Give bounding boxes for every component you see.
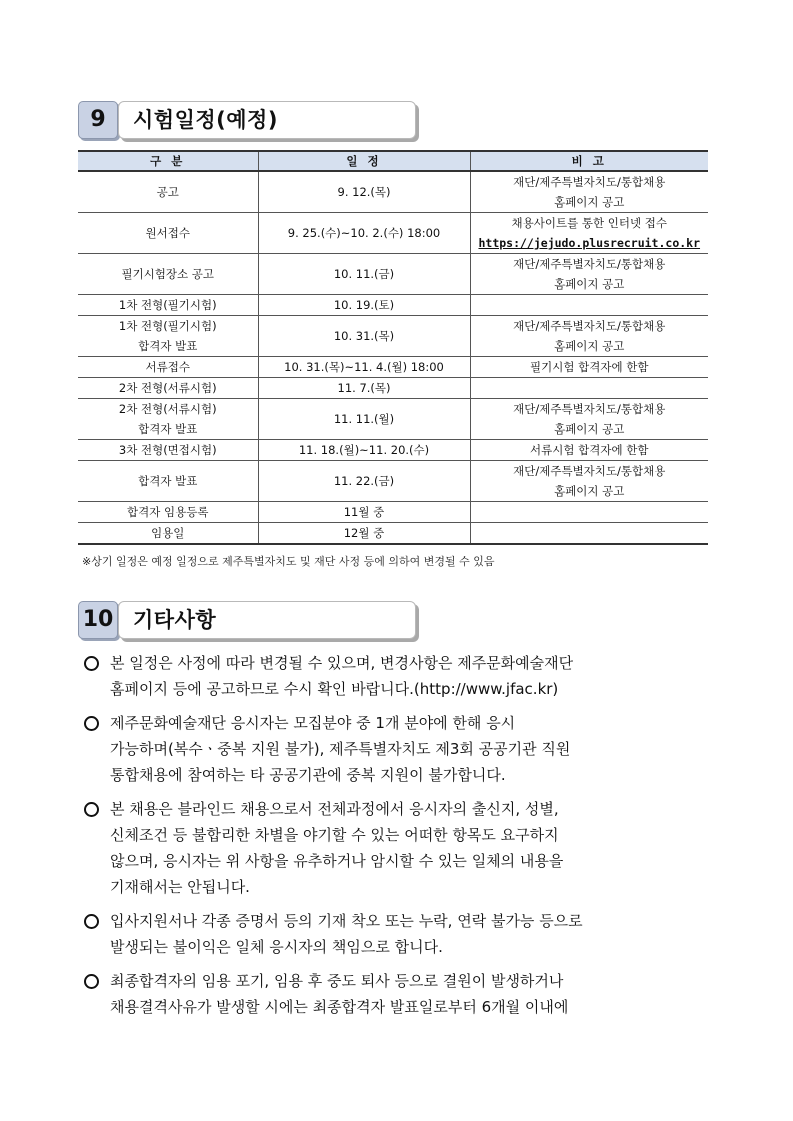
cell-text: 홈페이지 공고 — [554, 422, 625, 436]
cell-category — [78, 357, 258, 378]
table-header-row — [78, 151, 708, 171]
cell-text: 2차 전형(서류시험) — [118, 402, 217, 416]
cell-date: 10. 31.(목) — [258, 316, 470, 357]
table-row — [78, 295, 708, 316]
list-item-text: 통합채용에 참여하는 타 공공기관에 중복 지원이 불가합니다. — [110, 766, 506, 784]
cell-remarks — [470, 357, 708, 378]
list-item-text: 발생되는 불이익은 일체 응시자의 책임으로 합니다. — [110, 938, 443, 956]
header-remarks: 비 고 — [470, 151, 708, 171]
cell-date: 11. 11.(월) — [258, 399, 470, 440]
cell-category — [78, 316, 258, 357]
circle-bullet-icon — [84, 802, 99, 817]
recruit-site-link[interactable]: https://jejudo.plusrecruit.co.kr — [478, 236, 701, 250]
table-row — [78, 378, 708, 399]
cell-category — [78, 254, 258, 295]
cell-text: 1차 전형(필기시험) — [118, 319, 217, 333]
list-item — [82, 796, 722, 900]
table-row — [78, 213, 708, 254]
cell-text — [475, 523, 705, 543]
cell-text: 재단/제주특별자치도/통합채용 — [513, 402, 666, 416]
cell-category — [78, 440, 258, 461]
list-item — [82, 650, 722, 702]
cell-date: 11. 22.(금) — [258, 461, 470, 502]
notice-list — [82, 650, 722, 1028]
header-category: 구 분 — [78, 151, 258, 171]
table-row — [78, 254, 708, 295]
cell-category — [78, 461, 258, 502]
cell-remarks — [470, 440, 708, 461]
cell-date: 11. 7.(목) — [258, 378, 470, 399]
list-item-text: 홈페이지 등에 공고하므로 수시 확인 바랍니다.(http://www.jfac.kr) — [110, 680, 559, 698]
cell-text — [475, 295, 705, 315]
cell-text: 임용일 — [151, 526, 185, 540]
cell-text: 재단/제주특별자치도/통합채용 — [513, 319, 666, 333]
cell-remarks — [470, 461, 708, 502]
list-item-text: 본 일정은 사정에 따라 변경될 수 있으며, 변경사항은 제주문화예술재단 — [110, 654, 574, 672]
cell-date: 10. 19.(토) — [258, 295, 470, 316]
cell-date: 11월 중 — [258, 502, 470, 523]
table-row — [78, 523, 708, 545]
section-title-bar — [118, 601, 416, 639]
cell-text: 홈페이지 공고 — [554, 339, 625, 353]
cell-category — [78, 378, 258, 399]
cell-text: 합격자 발표 — [138, 339, 198, 353]
cell-date: 10. 11.(금) — [258, 254, 470, 295]
cell-date: 9. 12.(목) — [258, 171, 470, 213]
cell-text: 홈페이지 공고 — [554, 277, 625, 291]
cell-text: 재단/제주특별자치도/통합채용 — [513, 257, 666, 271]
section-number: 10 — [78, 601, 118, 639]
cell-category — [78, 171, 258, 213]
section-number: 9 — [78, 101, 118, 139]
list-item-text: 않으며, 응시자는 위 사항을 유추하거나 암시할 수 있는 일체의 내용을 — [110, 852, 564, 870]
list-item-text: 입사지원서나 각종 증명서 등의 기재 착오 또는 누락, 연락 불가능 등으로 — [110, 912, 583, 930]
list-item-text: 본 채용은 블라인드 채용으로서 전체과정에서 응시자의 출신지, 성별, — [110, 800, 559, 818]
cell-date: 11. 18.(월)~11. 20.(수) — [258, 440, 470, 461]
table-row — [78, 171, 708, 213]
cell-text: 원서접수 — [145, 226, 190, 240]
circle-bullet-icon — [84, 914, 99, 929]
cell-category — [78, 523, 258, 545]
list-item-text: 최종합격자의 임용 포기, 임용 후 중도 퇴사 등으로 결원이 발생하거나 — [110, 972, 564, 990]
cell-text: 합격자 임용등록 — [127, 505, 209, 519]
cell-text: 합격자 발표 — [138, 422, 198, 436]
circle-bullet-icon — [84, 716, 99, 731]
cell-remarks — [470, 171, 708, 213]
list-item — [82, 710, 722, 788]
cell-text: 합격자 발표 — [138, 474, 198, 488]
list-item-text: 기재해서는 안됩니다. — [110, 878, 250, 896]
table-row — [78, 502, 708, 523]
cell-text: 3차 전형(면접시험) — [118, 443, 217, 457]
cell-remarks — [470, 316, 708, 357]
cell-text: 재단/제주특별자치도/통합채용 — [513, 464, 666, 478]
list-item-text: 신체조건 등 불합리한 차별을 야기할 수 있는 어떠한 항목도 요구하지 — [110, 826, 559, 844]
table-row — [78, 399, 708, 440]
cell-remarks — [470, 254, 708, 295]
cell-remarks — [470, 295, 708, 316]
cell-text: 2차 전형(서류시험) — [118, 381, 217, 395]
schedule-footnote: ※상기 일정은 예정 일정으로 제주특별자치도 및 재단 사정 등에 의하여 변경될 수 있음 — [82, 555, 495, 568]
cell-text: 홈페이지 공고 — [554, 195, 625, 209]
cell-remarks — [470, 213, 708, 254]
cell-text: 서류시험 합격자에 한함 — [530, 443, 649, 457]
list-item-text: 채용결격사유가 발생할 시에는 최종합격자 발표일로부터 6개월 이내에 — [110, 998, 569, 1016]
circle-bullet-icon — [84, 656, 99, 671]
cell-text — [475, 502, 705, 522]
cell-text: 필기시험장소 공고 — [121, 267, 215, 281]
header-date: 일 정 — [258, 151, 470, 171]
cell-remarks — [470, 378, 708, 399]
cell-remarks — [470, 502, 708, 523]
table-row — [78, 357, 708, 378]
schedule-table — [78, 150, 708, 545]
list-item — [82, 968, 722, 1020]
cell-text: 채용사이트를 통한 인터넷 접수 — [511, 216, 667, 230]
table-row — [78, 440, 708, 461]
cell-text: 1차 전형(필기시험) — [118, 298, 217, 312]
circle-bullet-icon — [84, 974, 99, 989]
cell-remarks — [470, 399, 708, 440]
cell-date: 9. 25.(수)~10. 2.(수) 18:00 — [258, 213, 470, 254]
cell-text: 홈페이지 공고 — [554, 484, 625, 498]
list-item-text: 가능하며(복수ㆍ중복 지원 불가), 제주특별자치도 제3회 공공기관 직원 — [110, 740, 571, 758]
section-title: 기타사항 — [133, 608, 217, 632]
cell-text: 재단/제주특별자치도/통합채용 — [513, 175, 666, 189]
cell-text: 서류접수 — [145, 360, 190, 374]
list-item — [82, 908, 722, 960]
cell-category — [78, 295, 258, 316]
cell-remarks — [470, 523, 708, 545]
table-row — [78, 316, 708, 357]
cell-text: 필기시험 합격자에 한함 — [530, 360, 649, 374]
cell-date: 10. 31.(목)~11. 4.(월) 18:00 — [258, 357, 470, 378]
table-row — [78, 461, 708, 502]
cell-category — [78, 502, 258, 523]
section-title-bar — [118, 101, 416, 139]
cell-category — [78, 213, 258, 254]
list-item-text: 제주문화예술재단 응시자는 모집분야 중 1개 분야에 한해 응시 — [110, 714, 516, 732]
cell-date: 12월 중 — [258, 523, 470, 545]
section-title: 시험일정(예정) — [133, 108, 278, 132]
cell-text — [475, 378, 705, 398]
cell-text: 공고 — [156, 185, 179, 199]
cell-category — [78, 399, 258, 440]
